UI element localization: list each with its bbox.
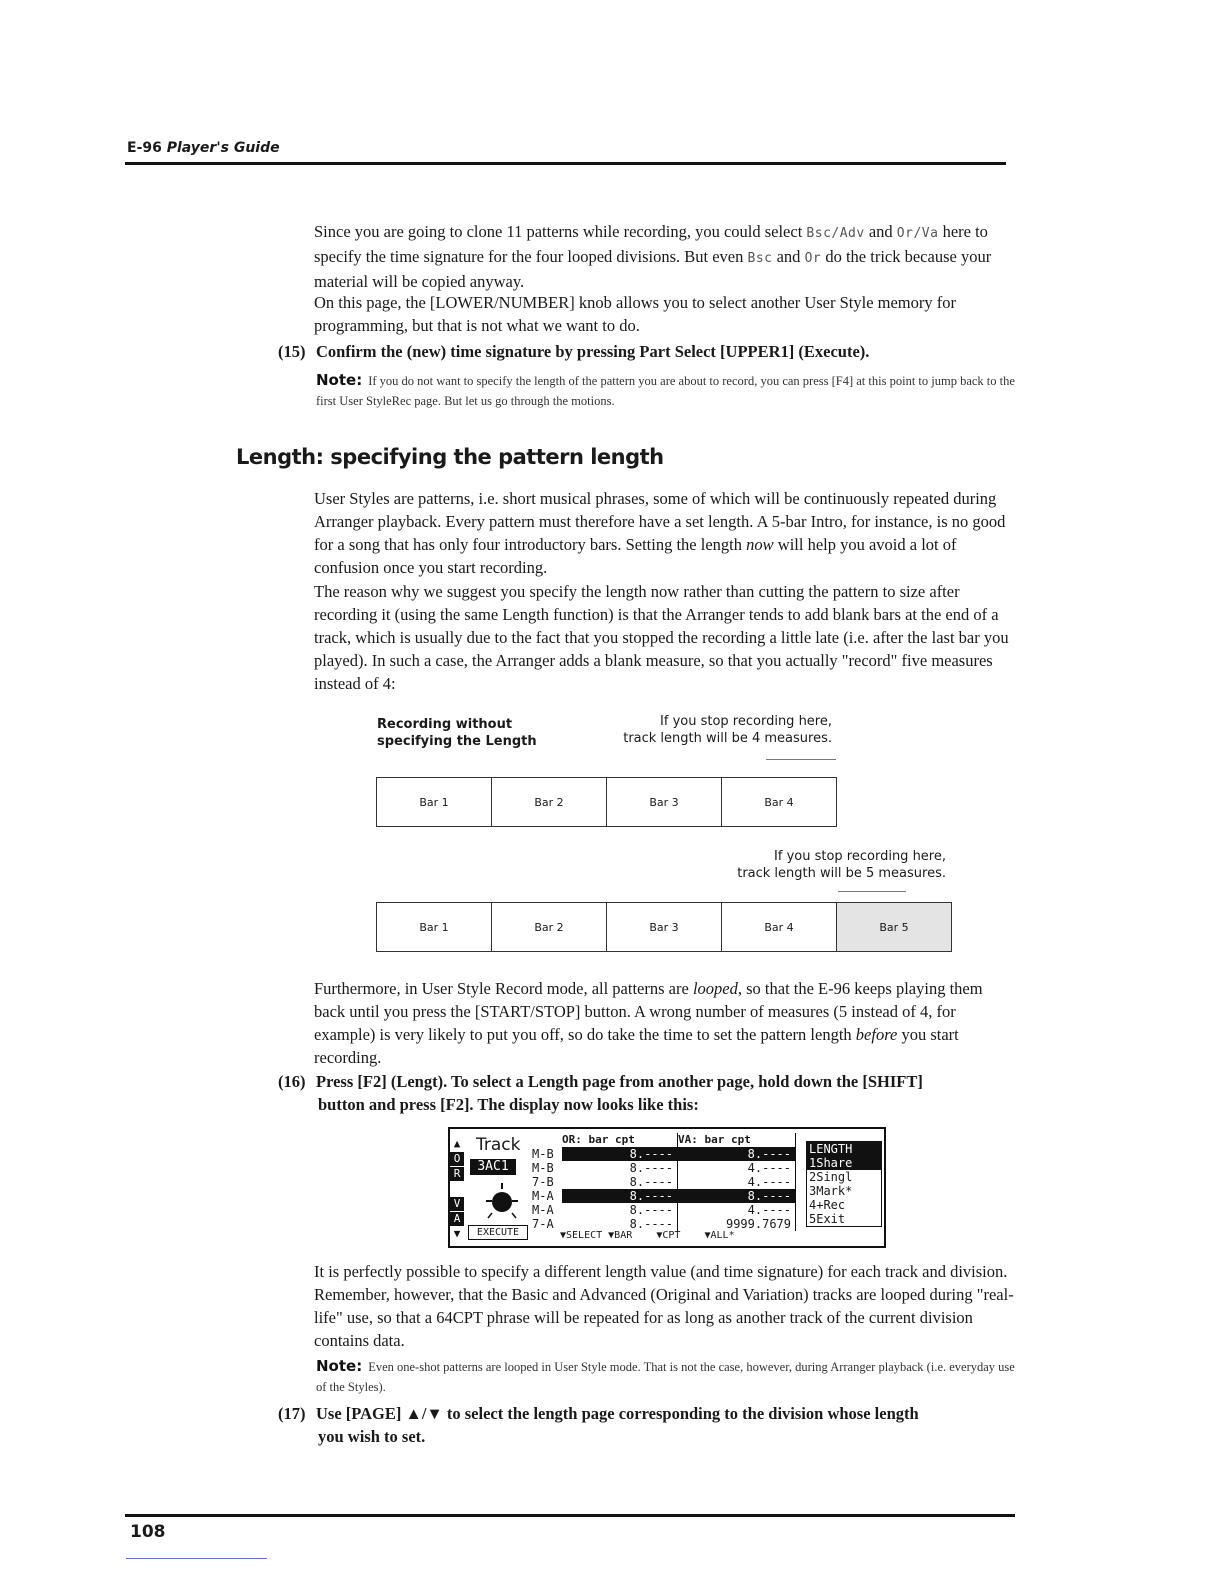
note-1-text: If you do not want to specify the length of the pattern you are about to record, you can press [F4] at this point to jump back to the first User StyleRec page. But let us go through the motions. <box>316 374 1015 408</box>
diagram-left-label-1: Recording without <box>377 717 513 732</box>
lcd-header-original: OR: bar cpt <box>562 1133 678 1147</box>
lcd-side-letter: V <box>450 1197 464 1211</box>
lcd-menu-item: 3Mark* <box>809 1184 853 1198</box>
step-16-line-1: Press [F2] (Lengt). To select a Length page from another page, hold down the [SHIFT] <box>316 1072 923 1091</box>
lcd-length-table <box>532 1133 806 1231</box>
down-arrow-icon: ▼ <box>450 1227 464 1241</box>
lcd-menu-title: LENGTH <box>807 1142 881 1156</box>
lcd-row-variation: 4.---- <box>678 1175 796 1189</box>
bar-row-five-measures <box>376 902 952 952</box>
looped-text-b: , so that the E-96 keeps playing them back until you press the [START/STOP] button. A wrong number of measures (5 instead of 4, for example) is very likely to put you off, so do take the time to set the pattern length <box>314 979 983 1044</box>
lcd-row-variation: 4.---- <box>678 1161 796 1175</box>
page-underline <box>126 1558 267 1559</box>
page-number: 108 <box>130 1522 166 1542</box>
bar-row-four-measures <box>376 777 837 827</box>
diagram-top-note-1: If you stop recording here, <box>660 714 832 729</box>
section-heading: Length: specifying the pattern length <box>236 445 664 469</box>
lcd-row <box>532 1147 806 1161</box>
header-product: E-96 <box>127 140 162 156</box>
lcd-row <box>532 1189 806 1203</box>
diagram-bottom-marker <box>838 891 906 892</box>
lcd-side-letter: R <box>450 1167 464 1181</box>
lcd-row-original: 8.---- <box>562 1161 678 1175</box>
lcd-row-original: 8.---- <box>562 1175 678 1189</box>
bar-cell: Bar 3 <box>607 903 722 951</box>
intro-paragraph-2: On this page, the [LOWER/NUMBER] knob allows you to select another User Style memory for programming, but that is not what we want to do. <box>314 293 957 335</box>
step-16-line-2: button and press [F2]. The display now looks like this: <box>318 1095 699 1114</box>
lcd-menu-item: 5Exit <box>809 1212 846 1226</box>
lcd-table-header <box>532 1133 806 1147</box>
lcd-word-or: Or <box>804 251 822 266</box>
bar-cell: Bar 1 <box>377 778 492 826</box>
lcd-row-track: M-B <box>532 1161 554 1175</box>
intro-text-c: do the trick because your material will be copied anyway. <box>314 247 992 291</box>
lcd-menu-item: 4+Rec <box>809 1198 846 1212</box>
lcd-track-label: Track <box>476 1135 521 1155</box>
header-rule <box>125 162 1006 165</box>
step-16 <box>278 1070 1018 1116</box>
lcd-word-or-va: Or/Va <box>896 226 939 241</box>
looped-emphasis-1: looped <box>692 979 738 998</box>
after-display-paragraph: It is perfectly possible to specify a different length value (and time signature) for each track and division. Remember, however, that the Basic and Advanced (Original and Variation) tracks are looped during "real-life" use, so that a 64CPT phrase will be repeated for as long as another track of the current division contains data. <box>314 1262 1014 1350</box>
looped-paragraph <box>314 977 1014 1069</box>
lcd-menu-item: 1Share <box>807 1156 881 1170</box>
lcd-header-variation: VA: bar cpt <box>678 1133 796 1147</box>
note-2-label: Note: <box>316 1357 363 1375</box>
step-15-text: Confirm the (new) time signature by pressing Part Select [UPPER1] (Execute). <box>316 342 870 361</box>
intro-and-1: and <box>868 222 893 241</box>
diagram-bottom-note-2: track length will be 5 measures. <box>737 866 946 881</box>
lcd-row <box>532 1175 806 1189</box>
step-17-number: (17) <box>278 1404 306 1423</box>
diagram-top-marker <box>766 759 836 760</box>
step-15-number: (15) <box>278 342 306 361</box>
lcd-row-variation: 4.---- <box>678 1203 796 1217</box>
length-p1-text-a: User Styles are patterns, i.e. short musical phrases, some of which will be continuously repeated during Arranger playback. Every pattern must therefore have a set length. A 5-bar Intro, for instance, is no good for a song that has only four introductory bars. Setting the length <box>314 489 1006 554</box>
bar-cell-blank-measure: Bar 5 <box>837 903 951 951</box>
lcd-word-bsc-adv: Bsc/Adv <box>806 226 865 241</box>
lcd-menu-item: 2Singl <box>809 1170 853 1184</box>
lcd-row-variation: 9999.7679 <box>678 1217 796 1231</box>
intro-text-a: Since you are going to clone 11 patterns while recording, you could select <box>314 222 803 241</box>
looped-text-c: you start recording. <box>314 1025 959 1067</box>
lcd-row-original: 8.---- <box>562 1147 678 1161</box>
up-arrow-icon: ▲ <box>450 1137 464 1151</box>
note-1 <box>316 370 1016 411</box>
bar-cell: Bar 2 <box>492 778 607 826</box>
length-p1-emphasis: now <box>746 535 774 554</box>
step-15 <box>278 340 1018 363</box>
lcd-row-track: M-A <box>532 1189 554 1203</box>
diagram-bottom-note-1: If you stop recording here, <box>774 849 946 864</box>
lcd-row-original: 8.---- <box>562 1217 678 1231</box>
step-17 <box>278 1402 1018 1448</box>
lcd-word-bsc: Bsc <box>747 251 773 266</box>
lcd-row-track: 7-B <box>532 1175 554 1189</box>
lcd-side-letter: A <box>450 1212 464 1226</box>
lcd-row <box>532 1203 806 1217</box>
length-paragraph-1 <box>314 487 1014 579</box>
lcd-row-original: 8.---- <box>562 1203 678 1217</box>
lcd-function-menu <box>806 1141 882 1227</box>
lcd-execute-label: EXECUTE <box>468 1225 528 1240</box>
bar-cell: Bar 3 <box>607 778 722 826</box>
bar-cell: Bar 4 <box>722 903 837 951</box>
lcd-division-selector <box>450 1137 466 1242</box>
looped-emphasis-2: before <box>855 1025 898 1044</box>
knob-icon <box>484 1183 520 1221</box>
bar-cell: Bar 4 <box>764 795 794 809</box>
length-p1-text-b: will help you avoid a lot of confusion once you start recording. <box>314 535 957 577</box>
bar-cell: Bar 2 <box>492 903 607 951</box>
lcd-row-variation: 8.---- <box>678 1147 796 1161</box>
intro-and-2: and <box>776 247 801 266</box>
length-paragraph-2: The reason why we suggest you specify the length now rather than cutting the pattern to size after recording it (using the same Length function) is that the Arranger tends to add blank bars at the end of a track, which is usually due to the fact that you stopped the recording a little late (i.e. after the last bar you played). In such a case, the Arranger adds a blank measure, so that you actually "record" five measures instead of 4: <box>314 582 1009 693</box>
lcd-row <box>532 1161 806 1175</box>
lcd-display <box>448 1127 886 1248</box>
lcd-side-spacer <box>450 1182 464 1196</box>
lcd-track-value: 3AC1 <box>470 1159 516 1175</box>
note-2-text: Even one-shot patterns are looped in User Style mode. That is not the case, however, during Arranger playback (i.e. everyday use of the Styles). <box>316 1360 1015 1394</box>
step-17-line-2: you wish to set. <box>318 1427 426 1446</box>
lcd-row-track: M-B <box>532 1147 554 1161</box>
step-17-line-1: Use [PAGE] ▲/▼ to select the length page corresponding to the division whose length <box>316 1404 919 1423</box>
header-guide-title: Player's Guide <box>166 140 280 156</box>
lcd-footer: ▼SELECT ▼BAR ▼CPT ▼ALL* <box>560 1230 735 1241</box>
note-2 <box>316 1356 1016 1397</box>
lcd-row-track: M-A <box>532 1203 554 1217</box>
lcd-row <box>532 1217 806 1231</box>
note-1-label: Note: <box>316 371 363 389</box>
bar-cell: Bar 1 <box>377 903 492 951</box>
lcd-row-track: 7-A <box>532 1217 554 1231</box>
lcd-row-original: 8.---- <box>562 1189 678 1203</box>
running-header <box>127 140 280 156</box>
lcd-header-spacer <box>532 1133 562 1147</box>
lcd-side-letter: O <box>450 1152 464 1166</box>
lcd-row-variation: 8.---- <box>678 1189 796 1203</box>
diagram-left-label-2: specifying the Length <box>377 734 537 749</box>
footer-rule <box>125 1514 1015 1517</box>
looped-text-a: Furthermore, in User Style Record mode, all patterns are <box>314 979 689 998</box>
step-16-number: (16) <box>278 1072 306 1091</box>
intro-paragraph-1 <box>314 220 1014 293</box>
diagram-top-note-2: track length will be 4 measures. <box>623 731 832 746</box>
intro-text-b: here to specify the time signature for the four looped divisions. But even <box>314 222 988 266</box>
